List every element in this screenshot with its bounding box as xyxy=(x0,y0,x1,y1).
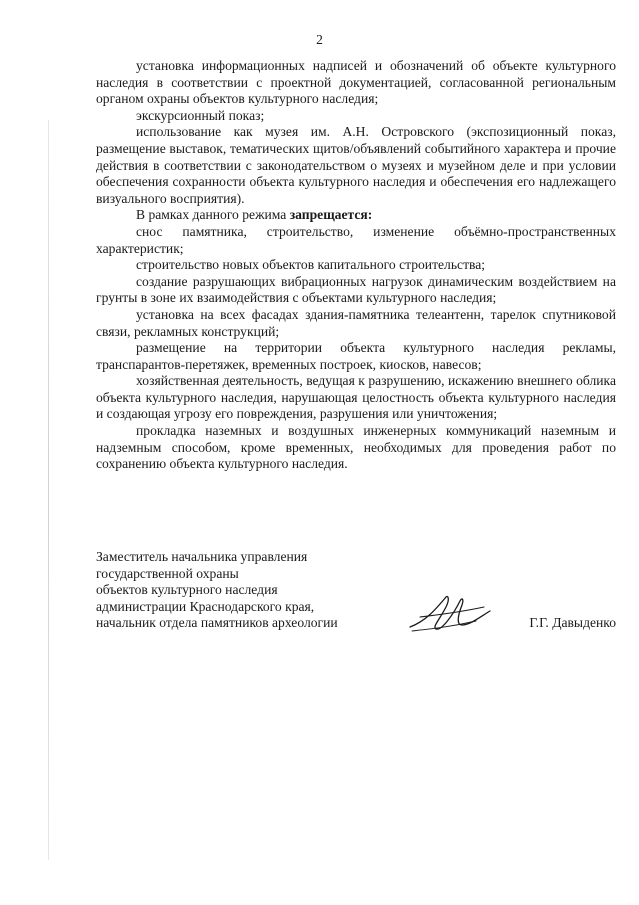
prohibited-lead: В рамках данного режима xyxy=(136,207,290,223)
document-body xyxy=(96,58,616,473)
paragraph-new-construction: строительство новых объектов капитального строительства; xyxy=(136,257,486,273)
handwritten-signature-icon xyxy=(406,591,494,635)
paragraph-excursion: экскурсионный показ; xyxy=(136,107,265,123)
paragraph-antennas: установка на всех фасадах здания-памятника телеантенн, тарелок спутниковой связи, рекламных конструкций; xyxy=(96,306,616,339)
paragraph-museum-use: использование как музея им. А.Н. Островского (экспозиционный показ, размещение выставок, тематических щитов/объявлений событийного характера и прочие действия в соответствии с законодательством о музеях и музейном деле и при условии обеспечения сохранности объекта культурного наследия и обеспечения его надлежащего визуального восприятия). xyxy=(96,124,616,206)
signatory-title-line: Заместитель начальника управления xyxy=(96,549,308,564)
scan-edge-line xyxy=(48,120,49,860)
paragraph-vibration: создание разрушающих вибрационных нагрузок динамическим воздействием на грунты в зоне их взаимодействия с объектами культурного наследия; xyxy=(96,273,616,306)
prohibited-keyword: запрещается: xyxy=(289,207,373,223)
paragraph-prohibited-heading xyxy=(96,207,616,224)
paragraph-advertising: размещение на территории объекта культурного наследия рекламы, транспарантов-перетяжек, временных построек, киосков, навесов; xyxy=(96,340,616,372)
paragraph-utilities: прокладка наземных и воздушных инженерных коммуникаций наземным и надземным способом, кроме временных, необходимых для проведения работ по сохранению объекта культурного наследия. xyxy=(96,423,616,472)
signatory-title-line: администрации Краснодарского края, xyxy=(96,598,315,614)
signatory-title xyxy=(96,549,396,632)
signatory-title-line: объектов культурного наследия xyxy=(96,582,278,598)
paragraph-demolition: снос памятника, строительство, изменение объёмно-пространственных характеристик; xyxy=(96,223,616,256)
paragraph-info-signs: установка информационных надписей и обозначений об объекте культурного наследия в соответствии с проектной документацией, согласованной региональным органом охраны объектов культурного наследия; xyxy=(96,58,616,107)
signature-block xyxy=(96,549,616,632)
signatory-title-line: начальник отдела памятников археологии xyxy=(96,615,338,631)
paragraph-economic-activity: хозяйственная деятельность, ведущая к разрушению, искажению внешнего облика объекта культурного наследия, нарушающая целостность объекта культурного наследия и создающая угрозу его повреждения, разрушения или уничтожения; xyxy=(96,373,616,422)
signatory-title-line: государственной охраны xyxy=(96,565,239,581)
signatory-name: Г.Г. Давыденко xyxy=(529,615,616,630)
page-number: 2 xyxy=(316,32,323,47)
